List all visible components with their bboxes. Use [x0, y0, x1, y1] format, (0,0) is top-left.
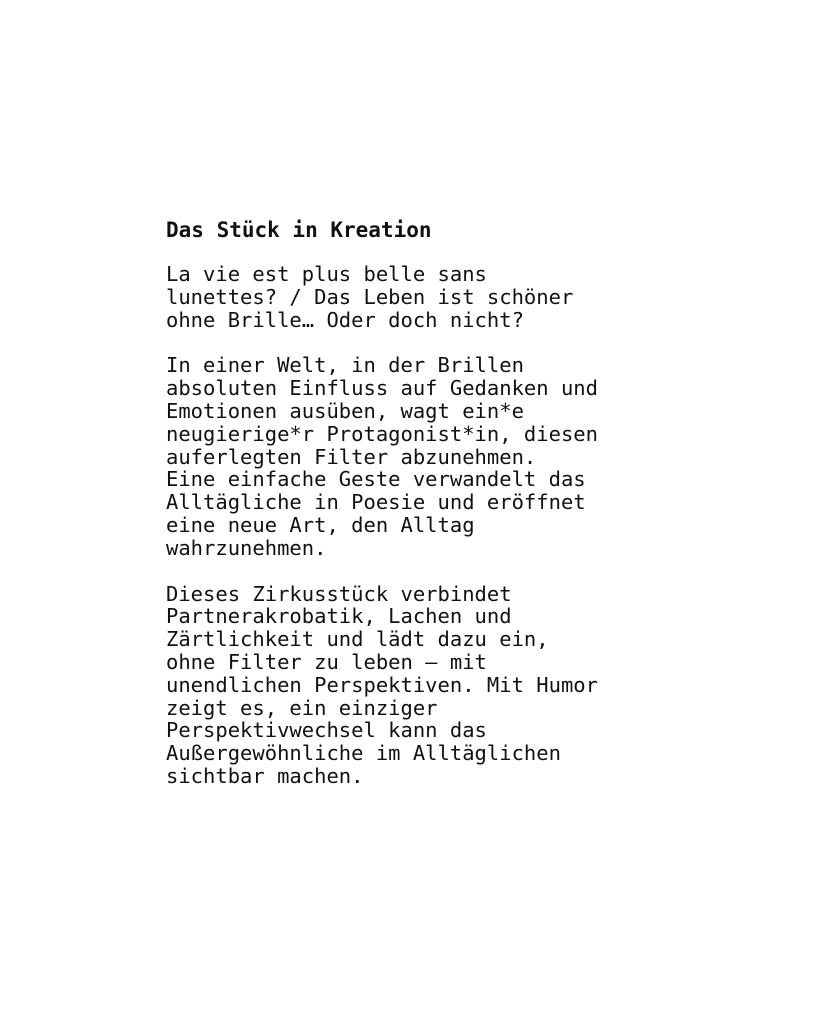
text-line: eine neue Art, den Alltag: [166, 512, 475, 537]
text-line: unendlichen Perspektiven. Mit Humor: [166, 672, 598, 697]
text-line: absoluten Einfluss auf Gedanken und: [166, 376, 598, 401]
text-block: [166, 217, 666, 811]
text-line: Eine einfache Geste verwandelt das: [166, 467, 586, 492]
paragraph-description: [166, 583, 666, 788]
text-line: Außergewöhnliche im Alltäglichen: [166, 741, 561, 766]
paragraph-story: [166, 354, 666, 559]
text-line: wahrzunehmen.: [166, 535, 327, 560]
text-line: Alltägliche in Poesie und eröffnet: [166, 490, 586, 515]
text-line: sichtbar machen.: [166, 763, 364, 788]
text-line: lunettes? / Das Leben ist schöner: [166, 284, 574, 309]
text-line: neugierige*r Protagonist*in, diesen: [166, 421, 598, 446]
text-line: zeigt es, ein einziger: [166, 695, 438, 720]
heading: Das Stück in Kreation: [166, 218, 432, 242]
text-line: ohne Brille… Oder doch nicht?: [166, 307, 524, 332]
text-line: In einer Welt, in der Brillen: [166, 353, 524, 378]
text-line: Perspektivwechsel kann das: [166, 718, 487, 743]
text-line: Partnerakrobatik, Lachen und: [166, 604, 512, 629]
text-line: La vie est plus belle sans: [166, 262, 487, 286]
text-line: Dieses Zirkusstück verbindet: [166, 581, 512, 606]
paragraph-intro: [166, 263, 666, 331]
text-line: ohne Filter zu leben – mit: [166, 649, 487, 674]
text-line: auferlegten Filter abzunehmen.: [166, 444, 537, 469]
text-line: Emotionen ausüben, wagt ein*e: [166, 398, 524, 423]
text-line: Zärtlichkeit und lädt dazu ein,: [166, 627, 549, 652]
